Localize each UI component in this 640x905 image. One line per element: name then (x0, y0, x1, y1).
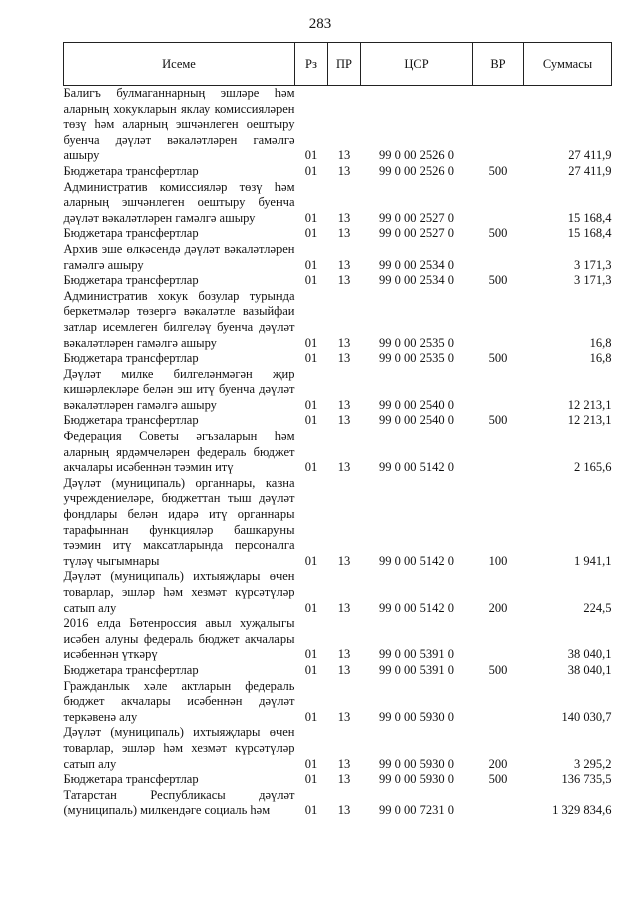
cell-sum: 16,8 (589, 351, 612, 366)
cell-pr: 13 (337, 600, 351, 615)
cell-sum: 38 040,1 (567, 647, 612, 662)
cell-vr: 500 (488, 662, 508, 677)
cell-pr: 13 (337, 226, 351, 241)
cell-vr: 100 (488, 553, 508, 568)
cell-rz: 01 (304, 148, 318, 163)
cell-sum: 3 171,3 (574, 273, 612, 288)
cell-csr: 99 0 00 5142 0 (379, 553, 454, 568)
table-body (64, 86, 612, 819)
table-row (64, 226, 612, 242)
page-number: 283 (308, 16, 332, 32)
cell-csr: 99 0 00 5391 0 (379, 647, 454, 662)
cell-rz: 01 (304, 662, 318, 677)
cell-rz: 01 (304, 335, 318, 350)
cell-sum: 136 735,5 (561, 772, 612, 787)
cell-pr: 13 (337, 662, 351, 677)
cell-rz: 01 (304, 413, 318, 428)
cell-name: Гражданлык хәле актларын федераль бюджет акчалары исәбеннән дәүләт теркәвенә алу (63, 678, 295, 724)
cell-csr: 99 0 00 5142 0 (379, 600, 454, 615)
cell-vr (473, 679, 524, 726)
cell-name: Федерация Советы әгъзаларын һәм аларның ярдәмчеләрен федераль бюджет акчалары исәбеннән тәэмин итү (63, 429, 295, 475)
cell-name: Дәүләт милке билгеләнмәгән җир кишәрлекләре белән эш итү буенча дәүләт вәкаләтләрен гамәлгә ашыру (63, 366, 295, 412)
cell-rz: 01 (304, 397, 318, 412)
cell-vr (473, 86, 524, 164)
cell-rz: 01 (304, 163, 318, 178)
cell-sum: 3 295,2 (574, 756, 612, 771)
table-row (64, 616, 612, 663)
cell-pr: 13 (337, 647, 351, 662)
cell-pr: 13 (337, 772, 351, 787)
cell-pr: 13 (337, 257, 351, 272)
table-row (64, 242, 612, 273)
cell-pr: 13 (337, 803, 351, 818)
cell-name: Бюджетара трансфертлар (63, 662, 199, 677)
cell-pr: 13 (337, 148, 351, 163)
cell-name: Татарстан Республикасы дәүләт (муниципаль) милкендәге социаль һәм (63, 787, 295, 818)
cell-rz: 01 (304, 257, 318, 272)
cell-rz: 01 (304, 600, 318, 615)
cell-pr: 13 (337, 397, 351, 412)
cell-rz: 01 (304, 226, 318, 241)
cell-csr: 99 0 00 2535 0 (379, 335, 454, 350)
cell-vr (473, 242, 524, 273)
cell-pr: 13 (337, 273, 351, 288)
cell-name: Административ комиссияләр төзү һәм аларның эшчәнлеген оештыру буенча дәүләт вәкаләтләрен гамәлгә ашыру (63, 179, 295, 225)
cell-sum: 12 213,1 (567, 397, 612, 412)
cell-csr: 99 0 00 2527 0 (379, 226, 454, 241)
table-row (64, 273, 612, 289)
column-header-rz: Рз (295, 43, 328, 86)
budget-table (63, 42, 612, 819)
table-row (64, 351, 612, 367)
cell-pr: 13 (337, 756, 351, 771)
cell-rz: 01 (304, 709, 318, 724)
cell-vr: 500 (488, 273, 508, 288)
cell-vr (473, 180, 524, 227)
cell-sum: 16,8 (589, 335, 612, 350)
cell-sum: 140 030,7 (561, 709, 612, 724)
cell-name: Бюджетара трансфертлар (63, 772, 199, 787)
table-row (64, 413, 612, 429)
cell-pr: 13 (337, 553, 351, 568)
cell-vr (473, 788, 524, 819)
cell-sum: 1 329 834,6 (552, 803, 612, 818)
cell-pr: 13 (337, 335, 351, 350)
cell-pr: 13 (337, 163, 351, 178)
cell-name: Бюджетара трансфертлар (63, 413, 199, 428)
cell-csr: 99 0 00 2540 0 (379, 397, 454, 412)
table-row (64, 679, 612, 726)
cell-csr: 99 0 00 2534 0 (379, 257, 454, 272)
cell-vr: 200 (488, 756, 508, 771)
cell-rz: 01 (304, 803, 318, 818)
cell-name: Балигъ булмаганнарның эшләре һәм аларның хокукларын яклау комиссияләрен төзү һәм аларның эшчәнлеген оештыру буенча дәүләт вәкаләтләрен гамәлгә ашыру (63, 86, 295, 163)
cell-sum: 27 411,9 (568, 163, 612, 178)
cell-vr (473, 616, 524, 663)
table-row (64, 476, 612, 570)
cell-name: Дәүләт (муниципаль) органнары, казна учреждениеләре, бюджеттан тыш дәүләт фондлары белән идарә итү органнары тарафыннан функцияләр башкаруны тәэмин итү максатларында персоналга түләү чыгымнары (63, 475, 295, 568)
cell-vr (473, 429, 524, 476)
table-row (64, 772, 612, 788)
column-header-name: Исеме (64, 43, 295, 86)
cell-csr: 99 0 00 7231 0 (379, 803, 454, 818)
cell-sum: 27 411,9 (568, 148, 612, 163)
cell-csr: 99 0 00 5142 0 (379, 460, 454, 475)
table-header-row (64, 43, 612, 86)
cell-csr: 99 0 00 5930 0 (379, 772, 454, 787)
cell-sum: 2 165,6 (574, 460, 612, 475)
cell-vr (473, 367, 524, 414)
cell-sum: 15 168,4 (567, 226, 612, 241)
cell-rz: 01 (304, 273, 318, 288)
cell-name: Бюджетара трансфертлар (63, 226, 199, 241)
cell-rz: 01 (304, 210, 318, 225)
cell-sum: 1 941,1 (574, 553, 612, 568)
cell-name: Бюджетара трансфертлар (63, 273, 199, 288)
cell-name: Бюджетара трансфертлар (63, 351, 199, 366)
cell-csr: 99 0 00 2535 0 (379, 351, 454, 366)
table-row (64, 663, 612, 679)
table-row (64, 164, 612, 180)
cell-csr: 99 0 00 2534 0 (379, 273, 454, 288)
cell-pr: 13 (337, 351, 351, 366)
table-row (64, 367, 612, 414)
cell-pr: 13 (337, 413, 351, 428)
cell-name: Бюджетара трансфертлар (63, 163, 199, 178)
cell-vr: 500 (488, 413, 508, 428)
table-row (64, 180, 612, 227)
cell-rz: 01 (304, 553, 318, 568)
cell-sum: 15 168,4 (567, 210, 612, 225)
cell-vr: 500 (488, 351, 508, 366)
cell-csr: 99 0 00 5930 0 (379, 709, 454, 724)
cell-csr: 99 0 00 5930 0 (379, 756, 454, 771)
table-row (64, 788, 612, 819)
cell-csr: 99 0 00 2527 0 (379, 210, 454, 225)
cell-name: Дәүләт (муниципаль) ихтыяҗлары өчен товарлар, эшләр һәм хезмәт күрсәтүләр сатып алу (63, 725, 295, 771)
cell-rz: 01 (304, 772, 318, 787)
table-row (64, 86, 612, 164)
cell-vr: 200 (488, 600, 508, 615)
table-row (64, 569, 612, 616)
cell-rz: 01 (304, 756, 318, 771)
cell-pr: 13 (337, 709, 351, 724)
cell-vr: 500 (488, 163, 508, 178)
cell-sum: 38 040,1 (567, 662, 612, 677)
cell-rz: 01 (304, 460, 318, 475)
cell-pr: 13 (337, 210, 351, 225)
cell-csr: 99 0 00 5391 0 (379, 662, 454, 677)
cell-vr: 500 (488, 772, 508, 787)
column-header-csr: ЦСР (361, 43, 473, 86)
cell-sum: 12 213,1 (567, 413, 612, 428)
column-header-sum: Суммасы (524, 43, 612, 86)
cell-csr: 99 0 00 2526 0 (379, 148, 454, 163)
cell-sum: 224,5 (583, 600, 612, 615)
cell-name: Архив эше өлкәсендә дәүләт вәкаләтләрен гамәлгә ашыру (63, 241, 295, 272)
cell-name: 2016 елда Бөтенроссия авыл хуҗалыгы исәбен алуны федераль бюджет акчалары исәбеннән үткәрү (63, 616, 295, 662)
cell-name: Административ хокук бозулар турында беркетмәләр төзергә вәкаләтле вазыйфаи затлар исемлеген билгеләү буенча дәүләт вәкаләтләрен гамәлгә ашыру (63, 288, 295, 350)
table-row (64, 289, 612, 351)
table-row (64, 429, 612, 476)
cell-vr: 500 (488, 226, 508, 241)
cell-sum: 3 171,3 (574, 257, 612, 272)
column-header-vr: ВР (473, 43, 524, 86)
cell-csr: 99 0 00 2526 0 (379, 163, 454, 178)
cell-rz: 01 (304, 351, 318, 366)
table-row (64, 725, 612, 772)
column-header-pr: ПР (328, 43, 361, 86)
cell-csr: 99 0 00 2540 0 (379, 413, 454, 428)
cell-pr: 13 (337, 460, 351, 475)
cell-name: Дәүләт (муниципаль) ихтыяҗлары өчен товарлар, эшләр һәм хезмәт күрсәтүләр сатып алу (63, 569, 295, 615)
cell-vr (473, 289, 524, 351)
cell-rz: 01 (304, 647, 318, 662)
